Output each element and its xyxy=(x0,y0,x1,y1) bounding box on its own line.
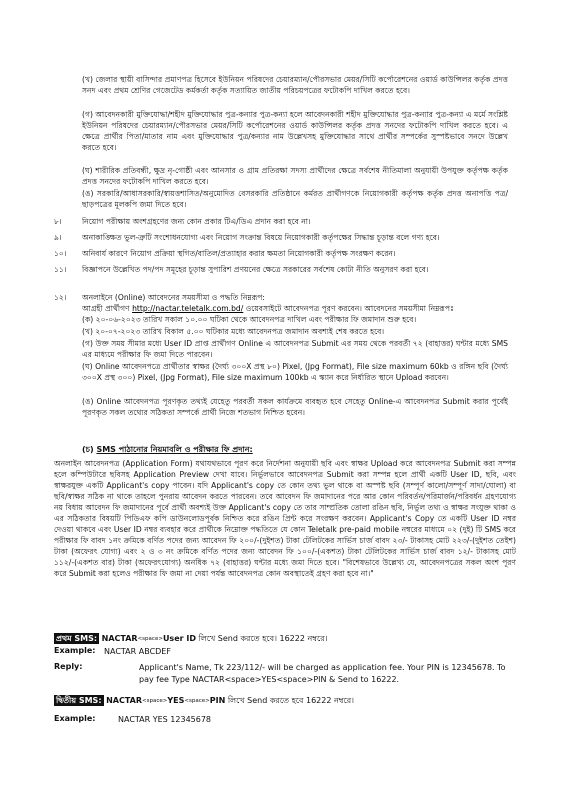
example2-label: Example: xyxy=(54,714,96,723)
second-sms-badge: দ্বিতীয় SMS: xyxy=(56,696,102,705)
para-gha: (ঘ) শারীরিক প্রতিবন্ধী, ক্ষুদ্র নৃ-গোষ্ঠী এবং আনসার ও গ্রাম প্রতিরক্ষা সদস্য প্রার্থীদের ক্ষেত্রে সর্বশেষ নীতিমালা অনুযায়ী উপযুক্ত কর্তৃপক্ষ কর্তৃক প্রদত্ত সনদের ফটোকপি দাখিল করতে হবে। xyxy=(82,166,508,186)
online-uma: (ঙ) Online আবেদনপত্র পূরণকৃত তথ্যই যেহেতু পরবর্তী সকল কার্যক্রমে ব্যবহৃত হবে সেহেতু Online-এ আবেদনপত্র Submit করার পূর্বেই পূরণকৃত সকল তথ্যের সঠিকতা সম্পর্কে প্রার্থী নিজে শতভাগ নিশ্চিত হবেন। xyxy=(82,397,508,417)
document-page: (খ) জেলার স্থায়ী বাসিন্দার প্রমাণপত্র হিসেবে ইউনিয়ন পরিষদের চেয়ারম্যান/পৌরসভার মেয়র/সিটি কর্পোরেশনের ওয়ার্ড কাউন্সিলর কর্তৃক প্রদত্ত সনদ এবং প্রথম শ্রেণির গেজেটেড কর্মকর্তা কর্তৃক সত্যায়িত জাতীয় পরিচয়পত্রের ফটোকপি দাখিল করতে হবে। (গ) আবেদনকারী মুক্তিযোদ্ধা/শহীদ মুক্তিযোদ্ধার পুত্র-কন্যার পুত্র-কন্যা হলে আবেদনকারী শহীদ মুক্তিযোদ্ধার পুত্র-কন্যার পুত্র-কন্যা এ মর্মে সংশ্লিষ্ট ইউনিয়ন পরিষদের চেয়ারম্যান/পৌরসভার মেয়র/সিটি কর্পোরেশনের ওয়ার্ড কাউন্সিলর কর্তৃক প্রদত্ত সনদের ফটোকপি দাখিল করতে হবে। এ ক্ষেত্রে প্রার্থীর পিতা/মাতার নাম এবং মুক্তিযোদ্ধার পুত্র/কন্যার নাম উল্লেখসহ মুক্তিযোদ্ধার সাথে প্রার্থীর সম্পর্কের সুস্পষ্টভাবে সনদে উল্লেখ করতে হবে। (ঘ) শারীরিক প্রতিবন্ধী, ক্ষুদ্র নৃ-গোষ্ঠী এবং আনসার ও গ্রাম প্রতিরক্ষা সদস্য প্রার্থীদের ক্ষেত্রে সর্বশেষ নীতিমালা অনুযায়ী উপযুক্ত কর্তৃপক্ষ কর্তৃক প্রদত্ত সনদের ফটোকপি দাখিল করতে হবে। (ঙ) সরকারি/আধাসরকারি/স্বায়ত্তশাসিত/অনুমোদিত বেসরকারি প্রতিষ্ঠানে কর্মরত প্রার্থীগণকে নিয়োগকারী কর্তৃপক্ষ কর্তৃক প্রদত্ত অনাপত্তি পত্র/ছাড়পত্রের মূলকপি জমা দিতে হবে। ৮। নিয়োগ পরীক্ষায় অংশগ্রহণের জন্য কোন প্রকার টিএ/ডিএ প্রদান করা হবে না। ৯। অনাকাঙ্ক্ষিত ভুল-ত্রুটি সংশোধনযোগ্য এবং নিয়োগ সংক্রান্ত বিষয়ে নিয়োগকারী কর্তৃপক্ষের সিদ্ধান্ত চূড়ান্ত বলে গণ্য হবে। ১০। অনিবার্য কারণে নিয়োগ প্রক্রিয়া স্থগিত/বাতিল/প্রত্যাহার করার ক্ষমতা নিয়োগকারী কর্তৃপক্ষ সংরক্ষণ করেন। ১১। বিজ্ঞাপনে উল্লেখিত পদ/পদ সমূহের চূড়ান্ত সুপারিশ প্রণয়নের ক্ষেত্রে সরকারের সর্বশেষ কোটা নীতি অনুসরণ করা হবে। ১২। অনলাইনে (Online) আবেদনের সময়সীমা ও পদ্ধতি নিম্নরূপ: আগ্রহী প্রার্থীগণ http://nactar.teletalk.com.bd/ ওয়েবসাইটে আবেদনপত্র পূরণ করবেন। আবেদনের সময়সীমা নিম্নরূপঃ (ক) ২০-০৬-২০২৩ তারিখ সকাল ১০.০০ ঘটিকা থেকে আবেদনপত্র দাখিল এবং পরীক্ষার ফি জমাদান শুরু হবে। (খ) ২০-০৭-২০২৩ তারিখ বিকাল ৫.০০ ঘটিকার মধ্যে আবেদনপত্র জমাদান অবশ্যই শেষ করতে হবে। (গ) উক্ত সময় সীমার মধ্যে User ID প্রাপ্ত প্রার্থীগণ Online এ আবেদনপত্র Submit এর সময় থেকে পরবর্তী ৭২ (বাহাত্তর) ঘন্টার মধ্যে SMS এর মাধ্যমে পরীক্ষার ফি জমা দিতে পারবেন। (ঘ) Online আবেদনপত্রে প্রার্থীতার স্বাক্ষর (দৈর্ঘ্য ৩০০X প্রস্থ ৮০) Pixel, (Jpg Format), File size maximum 60kb ও রঙ্গিন ছবি (দৈর্ঘ্য ৩০০X প্রস্থ ৩০০) Pixel, (Jpg Format), File size maximum 100kb এ স্ক্যান করে নির্ধারিত স্থানে Upload করবেন। (ঙ) Online আবেদনপত্র পূরণকৃত তথ্যই যেহেতু পরবর্তী সকল কার্যক্রমে ব্যবহৃত হবে সেহেতু Online-এ আবেদনপত্র Submit করার পূর্বেই পূরণকৃত সকল তথ্যের সঠিকতা সম্পর্কে প্রার্থী নিজে শতভাগ নিশ্চিত হবেন। (চ) SMS পাঠানোর নিয়মাবলি ও পরীক্ষার ফি প্রদান: অনলাইন আবেদনপত্র (Application Form) যথাযথভাবে পূরণ করে নির্দেশনা অনুযায়ী ছবি এবং স্বাক্ষর Upload করে আবেদনপত্র Submit করা সম্পন্ন হলে কম্পিউটারে ছবিসহ Application Preview দেখা যাবে। নির্ভুলভাবে আবেদনপত্র Submit করা সম্পন্ন হলে প্রার্থী একটি User ID, ছবি, এবং স্বাক্ষরযুক্ত একটি Applicant's copy পাবেন। যদি Applicant's copy তে কোন তথ্য ভুল থাকে বা অস্পষ্ট ছবি (সম্পূর্ণ কালো/সম্পূর্ণ সাদা/ঘোলা) বা ছবি/স্বাক্ষর সঠিক না থাকে তাহলে পুনরায় আবেদন করতে পারবেন। তবে আবেদন ফি জমাদানের পরে আর কোন পরিবর্তন/পরিমার্জন/পরিবর্ধন গ্রহণযোগ্য নয় বিধায় আবেদন ফি জমাদানের পূর্বে প্রার্থী অবশ্যই উক্ত Applicant's copy তে তার সাম্প্রতিক তোলা রঙিন ছবি, নির্ভুল তথ্য ও স্বাক্ষর সংযুক্ত থাকা ও এর সঠিকতার বিষয়টি পিডিএফ কপি ডাউনলোডপূর্বক নিশ্চিত করে রঙিন প্রিন্ট করে সংরক্ষণ করবেন। Applicant's Copy তে একটি User ID নম্বর দেওয়া থাকবে এবং User ID নম্বর ব্যবহার করে প্রার্থীকে নিম্নোক্ত পদ্ধতিতে যে কোন Teletalk pre-paid mobile নম্বরের মাধ্যমে ০২ (দুই) টি SMS করে পরীক্ষার ফি বাবদ ১নং ক্রমিকে বর্ণিত পদের জন্য আবেদন ফি ২০০/-(দুইশত) টাকা টেলিটকের সার্ভিস চার্জ বাবদ ২৩/- টাকাসহ মোট ২২৩/-(দুইশত তেইশ) টাকা (অফেরৎ যোগ্য) এবং ২ ও ৩ নং ক্রমিকে বর্ণিত পদের জন্য আবেদন ফি ১০০/-(একশত) টাকা টেলিটকের সার্ভিস চার্জ বাবদ ১২/- টাকাসহ মোট ১১২/-(একশত বার) টাকা (অফেরৎযোগ্য) অনধিক ৭২ (বাহাত্তর) ঘন্টার মধ্যে জমা দিতে হবে। "বিশেষভাবে উল্লেখ্য যে, আবেদনপত্রের সকল অংশ পূরণ করে Submit করা হলেও পরীক্ষার ফি জমা না দেয়া পর্যন্ত আবেদনপত্র কোন অবস্থাতেই গ্রহণ করা হবে না।" প্রথম SMS: NACTAR<space>User ID লিখে Send করতে হবে। 16222 নম্বরে। Example: NACTAR ABCDEF Reply: Applicant's Name, Tk 223/112/- will be charged as application fee. Your PIN is 12345678. To pay fee Type NACTAR<space>YES<space>PIN & Send to 16222. দ্বিতীয় SMS: NACTAR<space>YES<space>PIN লিখে Send করতে হবে 16222 নম্বরে। Example: NACTAR YES 12345678 xyxy=(54,75,516,724)
para-kha: (খ) জেলার স্থায়ী বাসিন্দার প্রমাণপত্র হিসেবে ইউনিয়ন পরিষদের চেয়ারম্যান/পৌরসভার মেয়র/সিটি কর্পোরেশনের ওয়ার্ড কাউন্সিলর কর্তৃক প্রদত্ত সনদ এবং প্রথম শ্রেণির গেজেটেড কর্মকর্তা কর্তৃক সত্যায়িত জাতীয় পরিচয়পত্রের ফটোকপি দাখিল করতে হবে। xyxy=(82,75,508,95)
online-ka: (ক) ২০-০৬-২০২৩ তারিখ সকাল ১০.০০ ঘটিকা থেকে আবেদনপত্র দাখিল এবং পরীক্ষার ফি জমাদান শুরু হবে। xyxy=(82,315,417,324)
online-ga: (গ) উক্ত সময় সীমার মধ্যে User ID প্রাপ্ত প্রার্থীগণ Online এ আবেদনপত্র Submit এর সময় থেকে পরবর্তী ৭২ (বাহাত্তর) ঘন্টার মধ্যে SMS এর মাধ্যমে পরীক্ষার ফি জমা দিতে পারবেন। xyxy=(82,339,508,359)
second-sms-line: দ্বিতীয় SMS: NACTAR<space>YES<space>PIN লিখে Send করতে হবে 16222 নম্বরে। xyxy=(56,696,354,705)
example1-value: NACTAR ABCDEF xyxy=(104,647,171,656)
example2-value: NACTAR YES 12345678 xyxy=(118,715,212,724)
sms-instructions: অনলাইন আবেদনপত্র (Application Form) যথাযথভাবে পূরণ করে নির্দেশনা অনুযায়ী ছবি এবং স্বাক্ষর Upload করে আবেদনপত্র Submit করা সম্পন্ন হলে কম্পিউটারে ছবিসহ Application Preview দেখা যাবে। নির্ভুলভাবে আবেদনপত্র Submit করা সম্পন্ন হলে প্রার্থী একটি User ID, ছবি, এবং স্বাক্ষরযুক্ত একটি Applicant's copy পাবেন। যদি Applicant's copy তে কোন তথ্য ভুল থাকে বা অস্পষ্ট ছবি (সম্পূর্ণ কালো/সম্পূর্ণ সাদা/ঘোলা) বা ছবি/স্বাক্ষর সঠিক না থাকে তাহলে পুনরায় আবেদন করতে পারবেন। তবে আবেদন ফি জমাদানের পরে আর কোন পরিবর্তন/পরিমার্জন/পরিবর্ধন গ্রহণযোগ্য নয় বিধায় আবেদন ফি জমাদানের পূর্বে প্রার্থী অবশ্যই উক্ত Applicant's copy তে তার সাম্প্রতিক তোলা রঙিন ছবি, নির্ভুল তথ্য ও স্বাক্ষর সংযুক্ত থাকা ও এর সঠিকতার বিষয়টি পিডিএফ কপি ডাউনলোডপূর্বক নিশ্চিত করে রঙিন প্রিন্ট করে সংরক্ষণ করবেন। Applicant's Copy তে একটি User ID নম্বর দেওয়া থাকবে এবং User ID নম্বর ব্যবহার করে প্রার্থীকে নিম্নোক্ত পদ্ধতিতে যে কোন Teletalk pre-paid mobile নম্বরের মাধ্যমে ০২ (দুই) টি SMS করে পরীক্ষার ফি বাবদ ১নং ক্রমিকে বর্ণিত পদের জন্য আবেদন ফি ২০০/-(দুইশত) টাকা টেলিটকের সার্ভিস চার্জ বাবদ ২৩/- টাকাসহ মোট ২২৩/-(দুইশত তেইশ) টাকা (অফেরৎ যোগ্য) এবং ২ ও ৩ নং ক্রমিকে বর্ণিত পদের জন্য আবেদন ফি ১০০/-(একশত) টাকা টেলিটকের সার্ভিস চার্জ বাবদ ১২/- টাকাসহ মোট ১১২/-(একশত বার) টাকা (অফেরৎযোগ্য) অনধিক ৭২ (বাহাত্তর) ঘন্টার মধ্যে জমা দিতে হবে। "বিশেষভাবে উল্লেখ্য যে, আবেদনপত্রের সকল অংশ পূরণ করে Submit করা হলেও পরীক্ষার ফি জমা না দেয়া পর্যন্ত আবেদনপত্র কোন অবস্থাতেই গ্রহণ করা হবে না।" xyxy=(54,459,516,578)
nactar-teletalk-link[interactable]: http://nactar.teletalk.com.bd/ xyxy=(132,304,244,313)
first-sms-badge: প্রথম SMS: xyxy=(56,634,98,643)
reply-label: Reply: xyxy=(54,662,83,671)
sms-heading: (চ) SMS পাঠানোর নিয়মাবলি ও পরীক্ষার ফি প্রদান: xyxy=(82,445,253,454)
reply-value: Applicant's Name, Tk 223/112/- will be charged as application fee. Your PIN is 12345678. To pay fee Type NACTAR<space>YES<space>PIN & Send to 16222. xyxy=(139,663,506,684)
online-instructions: আগ্রহী প্রার্থীগণ http://nactar.teletalk.com.bd/ ওয়েবসাইটে আবেদনপত্র পূরণ করবেন। আবেদনের সময়সীমা নিম্নরূপঃ xyxy=(82,304,455,313)
para-ga: (গ) আবেদনকারী মুক্তিযোদ্ধা/শহীদ মুক্তিযোদ্ধার পুত্র-কন্যার পুত্র-কন্যা হলে আবেদনকারী শহীদ মুক্তিযোদ্ধার পুত্র-কন্যার পুত্র-কন্যা এ মর্মে সংশ্লিষ্ট ইউনিয়ন পরিষদের চেয়ারম্যান/পৌরসভার মেয়র/সিটি কর্পোরেশনের ওয়ার্ড কাউন্সিলর কর্তৃক প্রদত্ত সনদের ফটোকপি দাখিল করতে হবে। এ ক্ষেত্রে প্রার্থীর পিতা/মাতার নাম এবং মুক্তিযোদ্ধার পুত্র/কন্যার নাম উল্লেখসহ মুক্তিযোদ্ধার সাথে প্রার্থীর সম্পর্কের সুস্পষ্টভাবে সনদে উল্লেখ করতে হবে। xyxy=(82,110,508,152)
example1-label: Example: xyxy=(54,646,96,655)
online-kha: (খ) ২০-০৭-২০২৩ তারিখ বিকাল ৫.০০ ঘটিকার মধ্যে আবেদনপত্র জমাদান অবশ্যই শেষ করতে হবে। xyxy=(82,327,385,336)
online-gha: (ঘ) Online আবেদনপত্রে প্রার্থীতার স্বাক্ষর (দৈর্ঘ্য ৩০০X প্রস্থ ৮০) Pixel, (Jpg Format), File size maximum 60kb ও রঙ্গিন ছবি (দৈর্ঘ্য ৩০০X প্রস্থ ৩০০) Pixel, (Jpg Format), File size maximum 100kb এ স্ক্যান করে নির্ধারিত স্থানে Upload করবেন। xyxy=(82,362,508,382)
first-sms-line: প্রথম SMS: NACTAR<space>User ID লিখে Send করতে হবে। 16222 নম্বরে। xyxy=(56,634,328,643)
para-uma: (ঙ) সরকারি/আধাসরকারি/স্বায়ত্তশাসিত/অনুমোদিত বেসরকারি প্রতিষ্ঠানে কর্মরত প্রার্থীগণকে নিয়োগকারী কর্তৃপক্ষ কর্তৃক প্রদত্ত অনাপত্তি পত্র/ছাড়পত্রের মূলকপি জমা দিতে হবে। xyxy=(82,189,508,209)
